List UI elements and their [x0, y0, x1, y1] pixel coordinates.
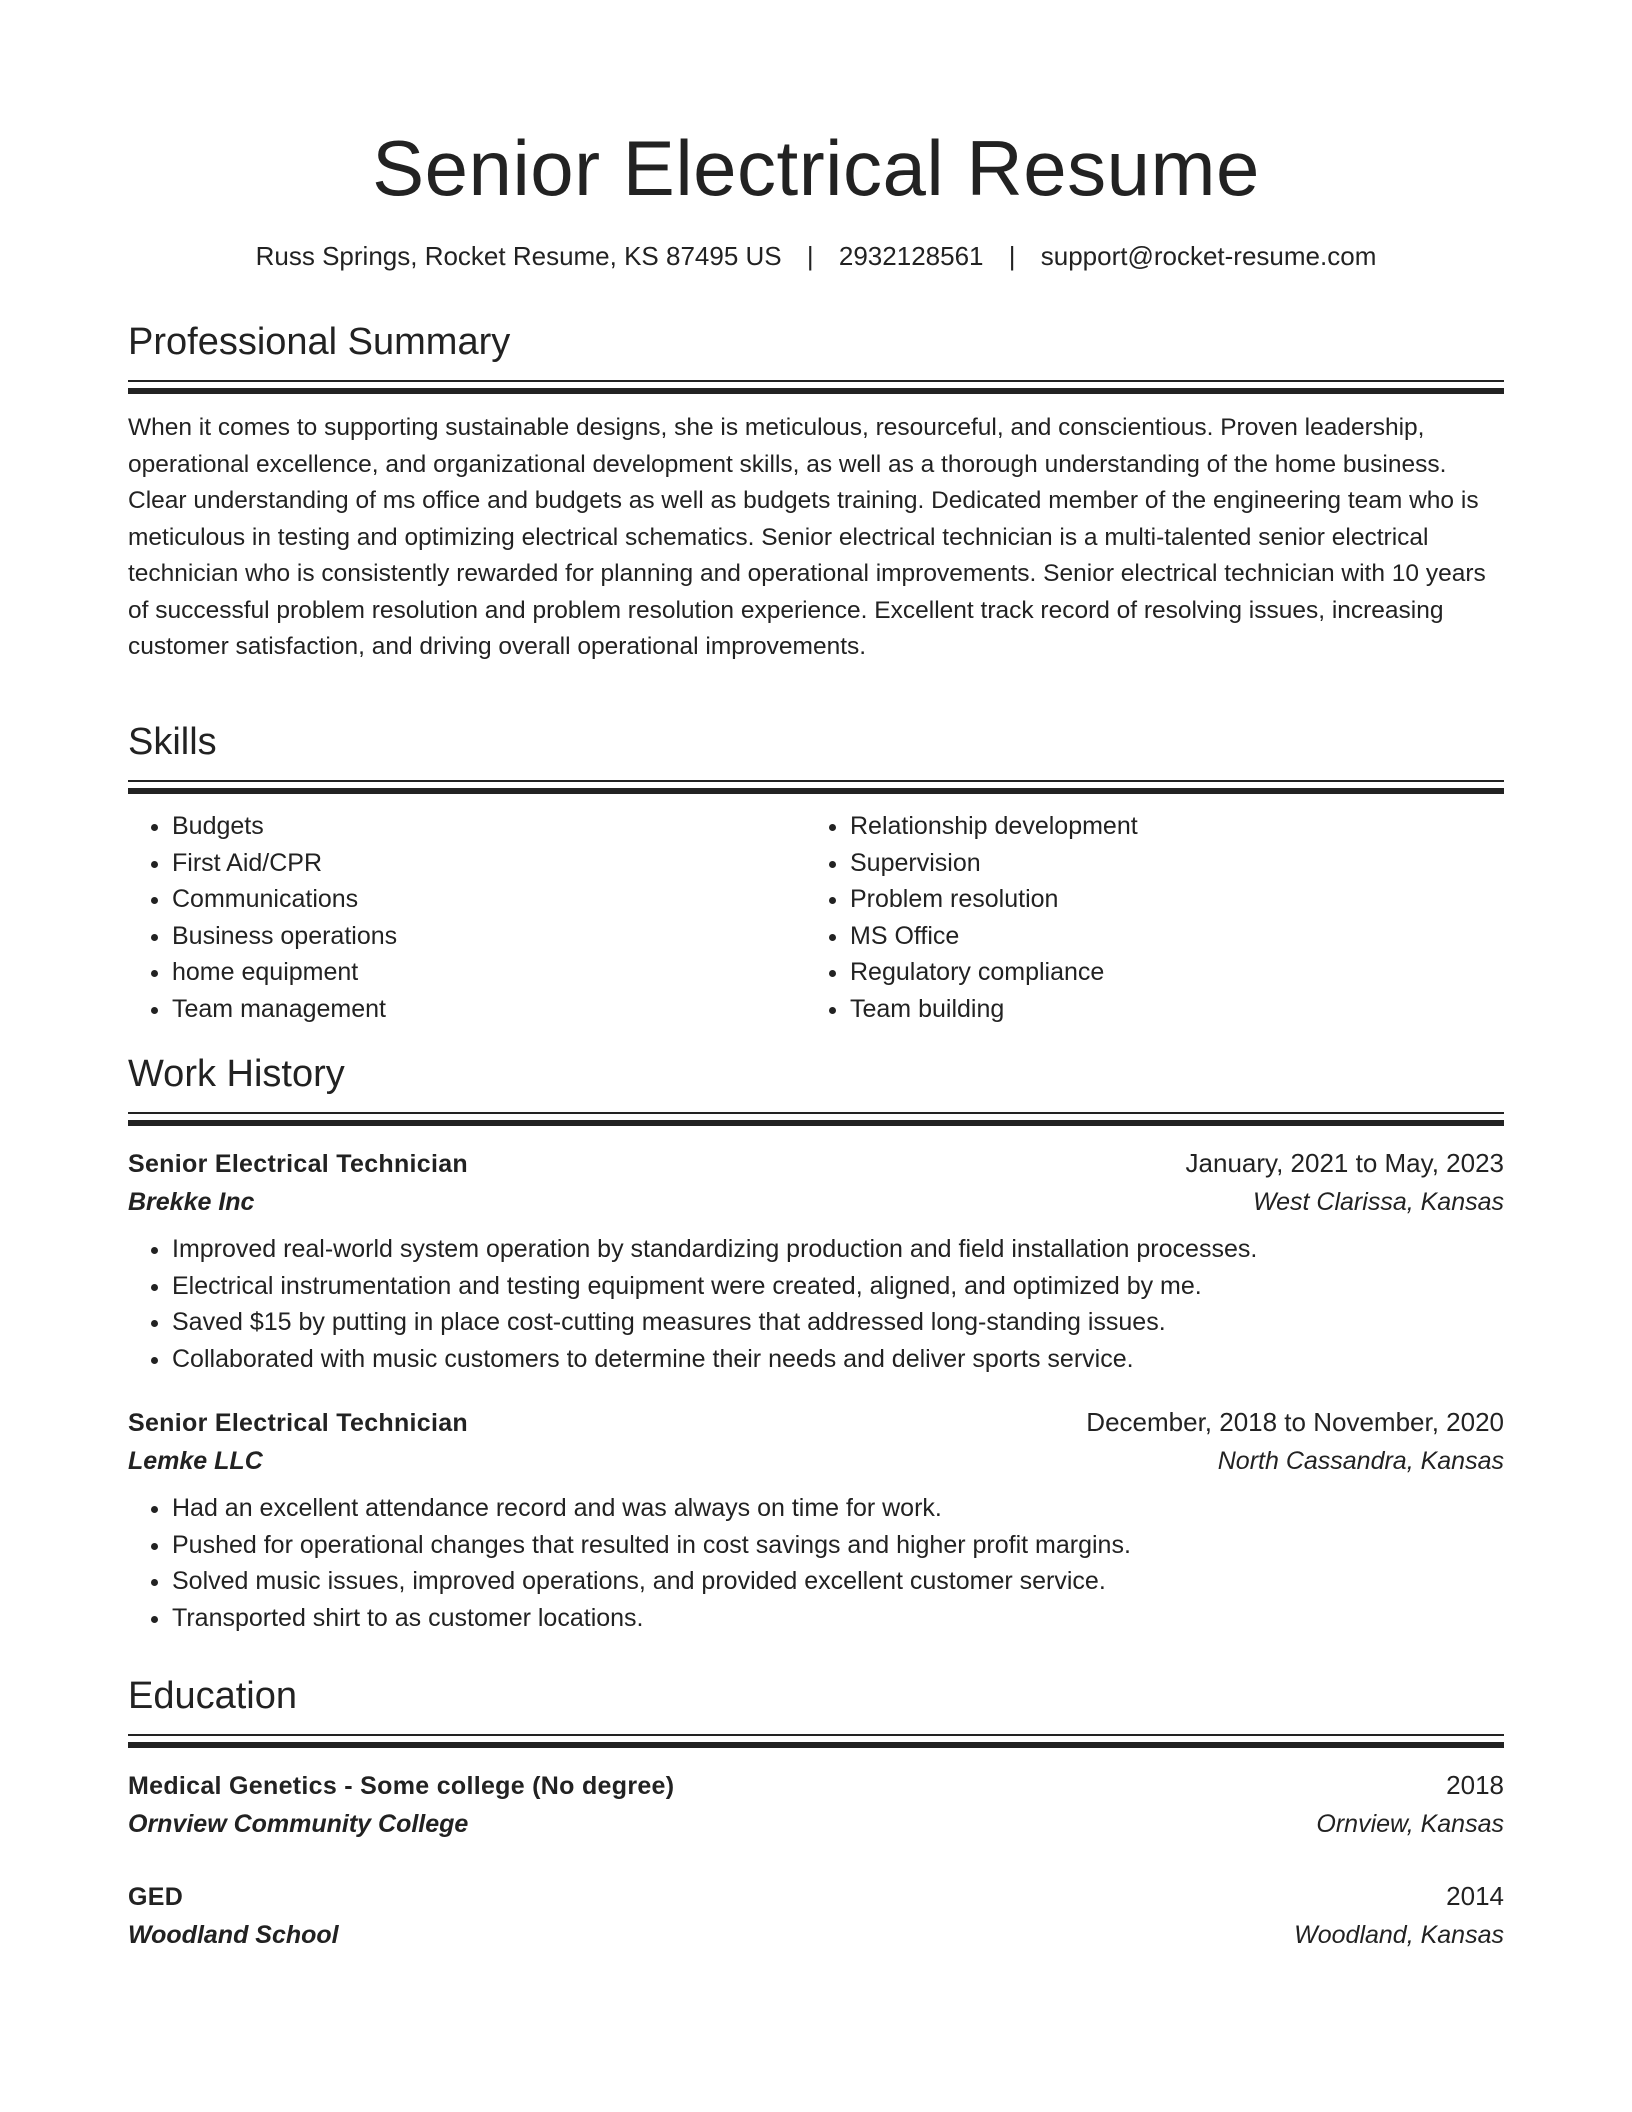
job-bullet: • Transported shirt to as customer locations. — [172, 1600, 1504, 1637]
skills-columns — [128, 808, 1504, 1027]
job-bullets — [128, 1231, 1504, 1377]
section-divider — [128, 780, 1504, 782]
contact-email: support@rocket-resume.com — [1040, 241, 1377, 271]
job-bullet: • Improved real-world system operation by standardizing production and field installation processes. — [172, 1231, 1504, 1268]
job-location: West Clarissa, Kansas — [1252, 1188, 1504, 1216]
education-header-row — [128, 1877, 1504, 1916]
education-degree: Medical Genetics - Some college (No degree) — [128, 1772, 675, 1800]
skill-item: • Communications — [172, 881, 806, 918]
education-year: 2014 — [1446, 1881, 1504, 1911]
education-school-row — [128, 1916, 1504, 1954]
contact-address: Russ Springs, Rocket Resume, KS 87495 US — [255, 241, 782, 271]
section-title-summary: Professional Summary — [128, 321, 511, 363]
education-school-row — [128, 1805, 1504, 1843]
work-history-section — [128, 1050, 1504, 1636]
job-title: Senior Electrical Technician — [128, 1409, 469, 1437]
contact-separator: | — [1008, 241, 1016, 271]
job-title: Senior Electrical Technician — [128, 1150, 469, 1178]
skill-item: • Budgets — [172, 808, 806, 845]
section-title-skills: Skills — [128, 721, 217, 763]
education-entry — [128, 1877, 1504, 1954]
section-divider-thick — [128, 1742, 1504, 1748]
job-bullet: • Electrical instrumentation and testing equipment were created, aligned, and optimized by me. — [172, 1268, 1504, 1305]
section-title-work: Work History — [128, 1053, 345, 1095]
education-section — [128, 1672, 1504, 1954]
job-entry — [128, 1144, 1504, 1377]
section-divider — [128, 1112, 1504, 1114]
section-divider-thick — [128, 1120, 1504, 1126]
education-entry — [128, 1766, 1504, 1843]
job-dates: December, 2018 to November, 2020 — [1086, 1407, 1504, 1437]
skill-item: • Regulatory compliance — [850, 954, 1484, 991]
skill-item: • MS Office — [850, 918, 1484, 955]
education-degree: GED — [128, 1883, 184, 1911]
contact-separator: | — [806, 241, 814, 271]
job-company: Brekke Inc — [128, 1188, 255, 1216]
job-bullet: • Collaborated with music customers to determine their needs and deliver sports service. — [172, 1341, 1504, 1378]
skill-item: • home equipment — [172, 954, 806, 991]
job-bullet: • Had an excellent attendance record and was always on time for work. — [172, 1490, 1504, 1527]
skills-list-left — [128, 808, 806, 1027]
summary-text: When it comes to supporting sustainable designs, she is meticulous, resourceful, and conscientious. Proven leadership, operational excellence, and organizational development skills, as well as a thorough understanding of the home business. Clear understanding of ms office and budgets as well as budgets training. Dedicated member of the engineering team who is meticulous in testing and optimizing electrical schematics. Senior electrical technician is a multi-talented senior electrical technician who is consistently rewarded for planning and operational improvements. Senior electrical technician with 10 years of successful problem resolution and problem resolution experience. Excellent track record of resolving issues, increasing customer satisfaction, and driving overall operational improvements. — [128, 414, 1486, 660]
resume-title: Senior Electrical Resume — [372, 124, 1260, 212]
education-location: Woodland, Kansas — [1294, 1921, 1504, 1949]
skills-section — [128, 718, 1504, 1027]
skill-item: • First Aid/CPR — [172, 845, 806, 882]
skill-item: • Problem resolution — [850, 881, 1484, 918]
job-header-row — [128, 1403, 1504, 1442]
contact-phone: 2932128561 — [838, 241, 984, 271]
education-school: Woodland School — [128, 1921, 339, 1949]
job-bullets — [128, 1490, 1504, 1636]
education-header-row — [128, 1766, 1504, 1805]
job-company-row — [128, 1183, 1504, 1221]
skill-item: • Team management — [172, 991, 806, 1028]
education-location: Ornview, Kansas — [1316, 1810, 1504, 1838]
skills-list-right — [806, 808, 1484, 1027]
contact-line — [128, 238, 1504, 274]
job-bullet: • Saved $15 by putting in place cost-cutting measures that addressed long-standing issues. — [172, 1304, 1504, 1341]
section-divider-thick — [128, 788, 1504, 794]
education-year: 2018 — [1446, 1770, 1504, 1800]
skill-item: • Business operations — [172, 918, 806, 955]
skill-item: • Team building — [850, 991, 1484, 1028]
section-divider — [128, 380, 1504, 382]
job-location: North Cassandra, Kansas — [1217, 1447, 1504, 1475]
skill-item: • Relationship development — [850, 808, 1484, 845]
job-dates: January, 2021 to May, 2023 — [1185, 1148, 1504, 1178]
section-divider-thick — [128, 388, 1504, 394]
job-header-row — [128, 1144, 1504, 1183]
skill-item: • Supervision — [850, 845, 1484, 882]
section-divider — [128, 1734, 1504, 1736]
section-title-education: Education — [128, 1675, 298, 1717]
job-company: Lemke LLC — [128, 1447, 263, 1475]
job-entry — [128, 1403, 1504, 1636]
job-bullet: • Pushed for operational changes that resulted in cost savings and higher profit margins. — [172, 1527, 1504, 1564]
job-company-row — [128, 1442, 1504, 1480]
summary-section — [128, 318, 1504, 666]
education-school: Ornview Community College — [128, 1810, 469, 1838]
job-bullet: • Solved music issues, improved operations, and provided excellent customer service. — [172, 1563, 1504, 1600]
